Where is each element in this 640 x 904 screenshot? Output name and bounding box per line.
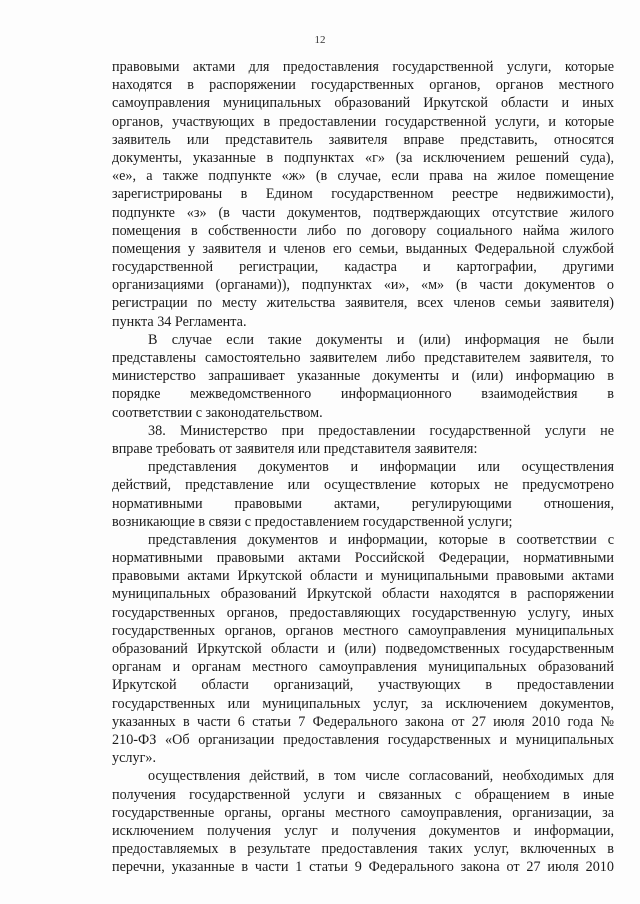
text-line: муниципальных образований Иркутской области находятся в распоряжении [112,586,614,603]
text-line: министерство запрашивает указанные документы и (или) информацию в [112,368,614,385]
text-line: подпункте «з» (в части документов, подтверждающих отсутствие жилого [112,204,614,221]
text-line: правовыми актами Иркутской области и муниципальными правовыми актами [112,568,614,585]
text-line: исключением получения услуг и получения документов и информации, [112,822,614,839]
text-line: 210-ФЗ «Об организации предоставления государственных и муниципальных [112,731,614,748]
text-line: нормативными правовыми актами, регулирующими отношения, [112,495,614,512]
text-line: помещения у заявителя и членов его семьи, выданных Федеральной службой [112,240,614,257]
text-line: государственной регистрации, кадастра и картографии, другими [112,259,614,276]
text-line: регистрации по месту жительства заявителя, всех членов семьи заявителя) [112,295,614,312]
text-line: возникающие в связи с предоставлением государственной услуги; [112,513,513,530]
text-line: В случае если такие документы и (или) информация не были [148,331,614,348]
text-line: органов, участвующих в предоставлении государственной услуги, и которые [112,113,614,130]
page-number: 12 [314,34,326,46]
text-line: образований Иркутской области и (или) подведомственных государственным [112,641,614,657]
text-line: представления документов и информации, которые в соответствии с [148,531,614,548]
text-line: перечни, указанные в части 1 статьи 9 Федерального закона от 27 июля 2010 [112,859,614,876]
text-line: предоставляемых в результате предоставления таких услуг, включенных в [112,841,614,858]
text-line: соответствии с законодательством. [112,404,323,421]
text-line: услуг». [112,750,157,767]
text-line: Иркутской области организаций, участвующих в предоставлении [112,677,614,694]
text-line: государственных или муниципальных услуг, за исключением документов, [112,695,614,712]
text-line: вправе требовать от заявителя или представителя заявителя: [112,440,478,457]
text-line: правовыми актами для предоставления государственной услуги, которые [112,59,614,75]
text-line: «е», а также подпункте «ж» (в случае, если права на жилое помещение [112,168,614,185]
text-line: государственных органов, органов местного самоуправления муниципальных [112,622,614,639]
text-line: государственных органов, предоставляющих государственную услугу, иных [112,604,614,621]
text-line: самоуправления муниципальных образований Иркутской области и иных [112,95,614,112]
text-line: зарегистрированы в Едином государственном реестре недвижимости), [112,186,614,203]
text-line: пункта 34 Регламента. [112,313,247,330]
text-line: получения государственной услуги и связанных с обращением в иные [112,786,614,803]
text-line: указанных в части 6 статьи 7 Федерального закона от 27 июля 2010 года № [112,713,614,730]
text-line: государственные органы, органы местного самоуправления, организации, за [112,804,614,821]
text-line: представления документов и информации или осуществления [148,459,614,476]
text-line: порядке межведомственного информационного взаимодействия в [112,386,614,403]
text-line: нормативными правовыми актами Российской Федерации, нормативными [112,550,614,567]
text-line: органам и органам местного самоуправления муниципальных образований [112,659,614,676]
text-line: документы, указанные в подпунктах «г» (за исключением решений суда), [112,149,614,166]
text-line: организациями (органами)), подпунктах «и», «м» (в части документов о [112,277,614,294]
text-line: находятся в распоряжении государственных органов, органов местного [112,77,614,94]
text-line: 38. Министерство при предоставлении государственной услуги не [148,422,614,439]
text-line: действий, представление или осуществление которых не предусмотрено [112,477,614,494]
text-line: осуществления действий, в том числе согласований, необходимых для [148,768,614,785]
text-line: помещения в собственности либо по договору социального найма жилого [112,222,614,239]
text-line: заявитель или представитель заявителя вправе представить, относятся [112,131,614,148]
text-line: представлены самостоятельно заявителем либо представителем заявителя, то [112,350,614,366]
document-body [112,58,614,876]
